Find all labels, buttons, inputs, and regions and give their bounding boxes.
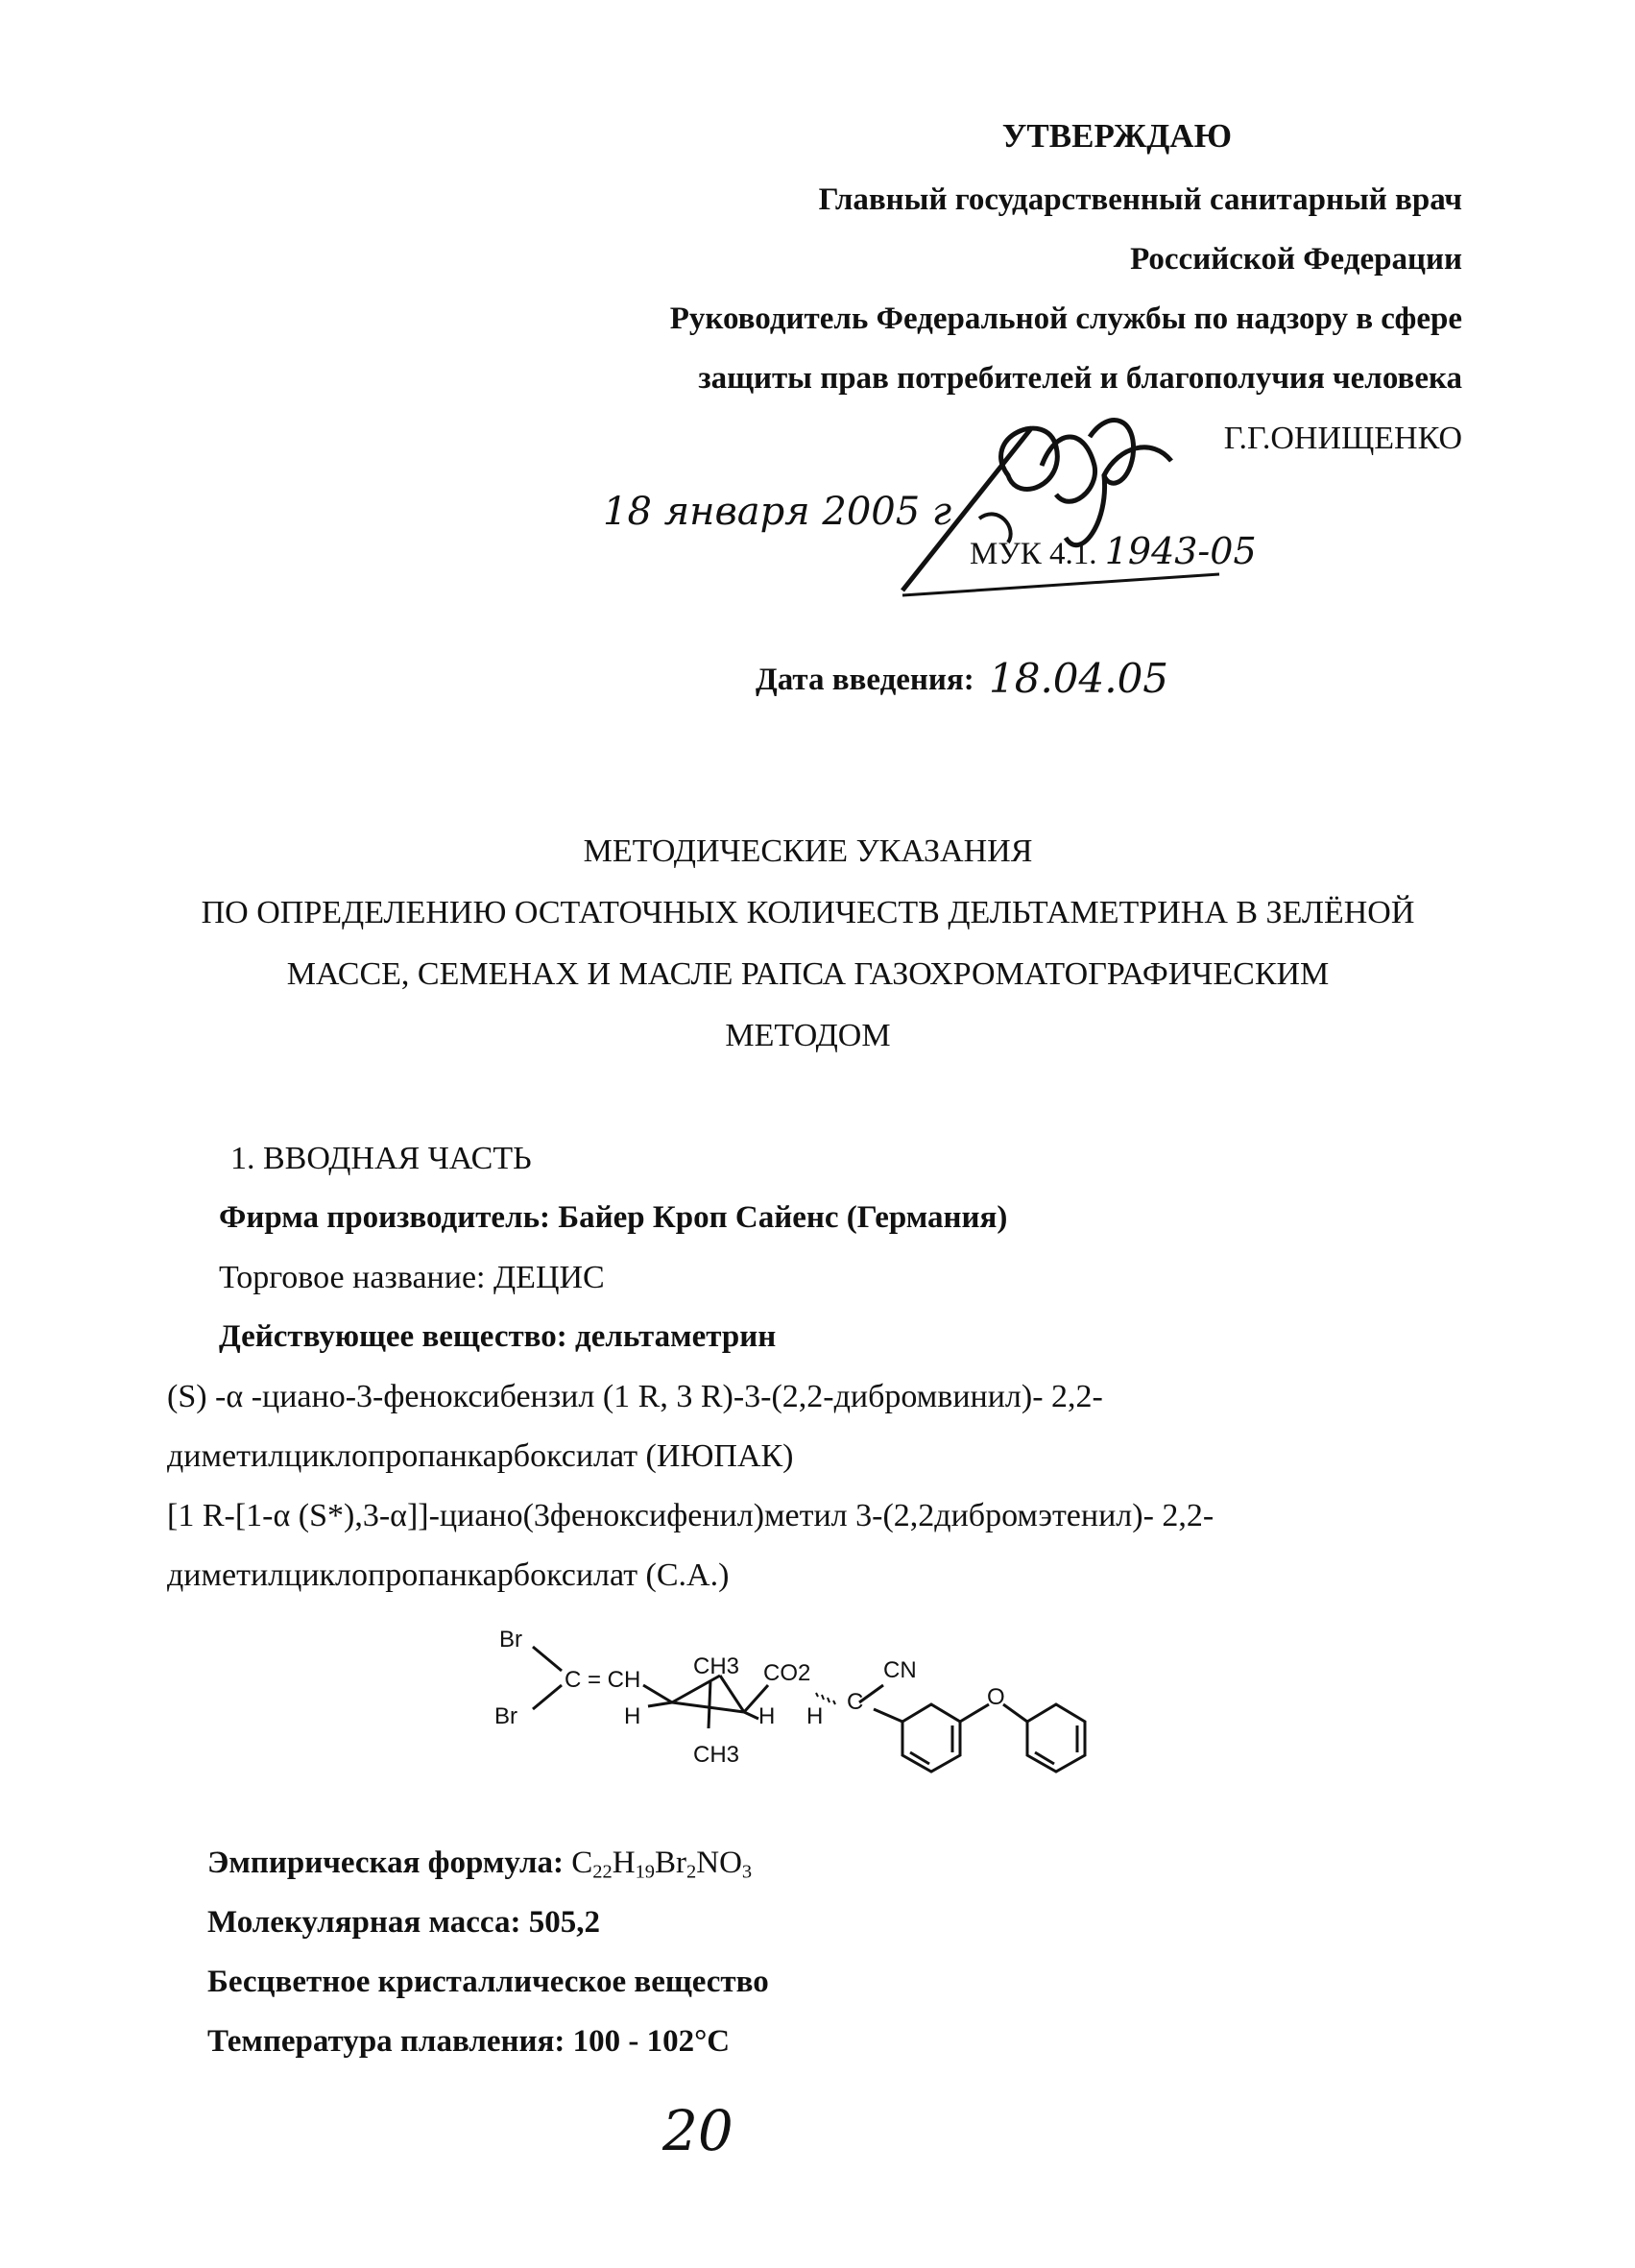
ch3-bottom: CH3 — [693, 1742, 740, 1768]
molecular-mass: Молекулярная масса: 505,2 — [207, 1905, 600, 1940]
o-ether: O — [987, 1684, 1005, 1710]
title-line-1: МЕТОДИЧЕСКИЕ УКАЗАНИЯ — [583, 833, 1033, 869]
page-number: 20 — [662, 2098, 733, 2163]
signature-underline — [893, 567, 1238, 605]
h-right: H — [806, 1703, 824, 1729]
approval-country: Российской Федерации — [1130, 242, 1462, 277]
title-line-2: ПО ОПРЕДЕЛЕНИЮ ОСТАТОЧНЫХ КОЛИЧЕСТВ ДЕЛЬТАМЕТРИНА В ЗЕЛЁНОЙ — [201, 895, 1415, 930]
empirical-formula-label: Эмпирическая формула: — [207, 1846, 572, 1880]
approval-signer: Г.Г.ОНИЩЕНКО — [1223, 421, 1462, 456]
co2-group: CO2 — [763, 1660, 811, 1686]
br-top: Br — [499, 1627, 522, 1653]
empirical-formula — [207, 1846, 752, 1884]
iupac-name-1: (S) -α -циано-3-феноксибензил (1 R, 3 R)-3-(2,2-дибромвинил)- 2,2- — [167, 1379, 1103, 1414]
ca-name-1: [1 R-[1-α (S*),3-α]]-циано(3феноксифенил)метил 3-(2,2дибромэтенил)- 2,2- — [167, 1498, 1214, 1533]
h-mid: H — [758, 1703, 776, 1729]
iupac-name-2: диметилциклопропанкарбоксилат (ИЮПАК) — [167, 1438, 794, 1474]
c-eq-ch: C = CH — [565, 1667, 641, 1693]
c-alpha: C — [847, 1689, 864, 1715]
h-left: H — [624, 1703, 641, 1729]
handwritten-date: 18 января 2005 г — [603, 490, 952, 534]
title-line-3: МАССЕ, СЕМЕНАХ И МАСЛЕ РАПСА ГАЗОХРОМАТОГРАФИЧЕСКИМ — [286, 956, 1330, 992]
intro-date-value: 18.04.05 — [989, 655, 1169, 702]
active-substance: Действующее вещество: дельтаметрин — [219, 1319, 777, 1354]
muk-number: 1943-05 — [1104, 530, 1257, 572]
manufacturer: Фирма производитель: Байер Кроп Сайенс (Германия) — [219, 1200, 1008, 1235]
section-heading: 1. ВВОДНАЯ ЧАСТЬ — [230, 1141, 532, 1176]
title-line-4: МЕТОДОМ — [725, 1018, 891, 1053]
intro-date-label: Дата введения: — [756, 663, 974, 697]
trade-name: Торговое название: ДЕЦИС — [219, 1260, 605, 1295]
ca-name-2: диметилциклопропанкарбоксилат (С.А.) — [167, 1557, 730, 1593]
muk-prefix: МУК 4.1. — [970, 537, 1097, 571]
empirical-formula-value: $C_{22}H_{19}Br_2NO_3$ — [571, 1846, 753, 1883]
approval-position: Главный государственный санитарный врач — [818, 182, 1462, 217]
structural-formula — [480, 1618, 1152, 1810]
ch3-top: CH3 — [693, 1653, 740, 1679]
appearance: Бесцветное кристаллическое вещество — [207, 1965, 769, 1999]
cn-group: CN — [883, 1657, 917, 1683]
approval-service: Руководитель Федеральной службы по надзору в сфере — [669, 302, 1462, 336]
approval-heading: УТВЕРЖДАЮ — [1001, 117, 1232, 155]
approval-service-cont: защиты прав потребителей и благополучия человека — [698, 361, 1462, 396]
melting-point: Температура плавления: 100 - 102°С — [207, 2024, 731, 2059]
br-bottom: Br — [494, 1703, 517, 1729]
